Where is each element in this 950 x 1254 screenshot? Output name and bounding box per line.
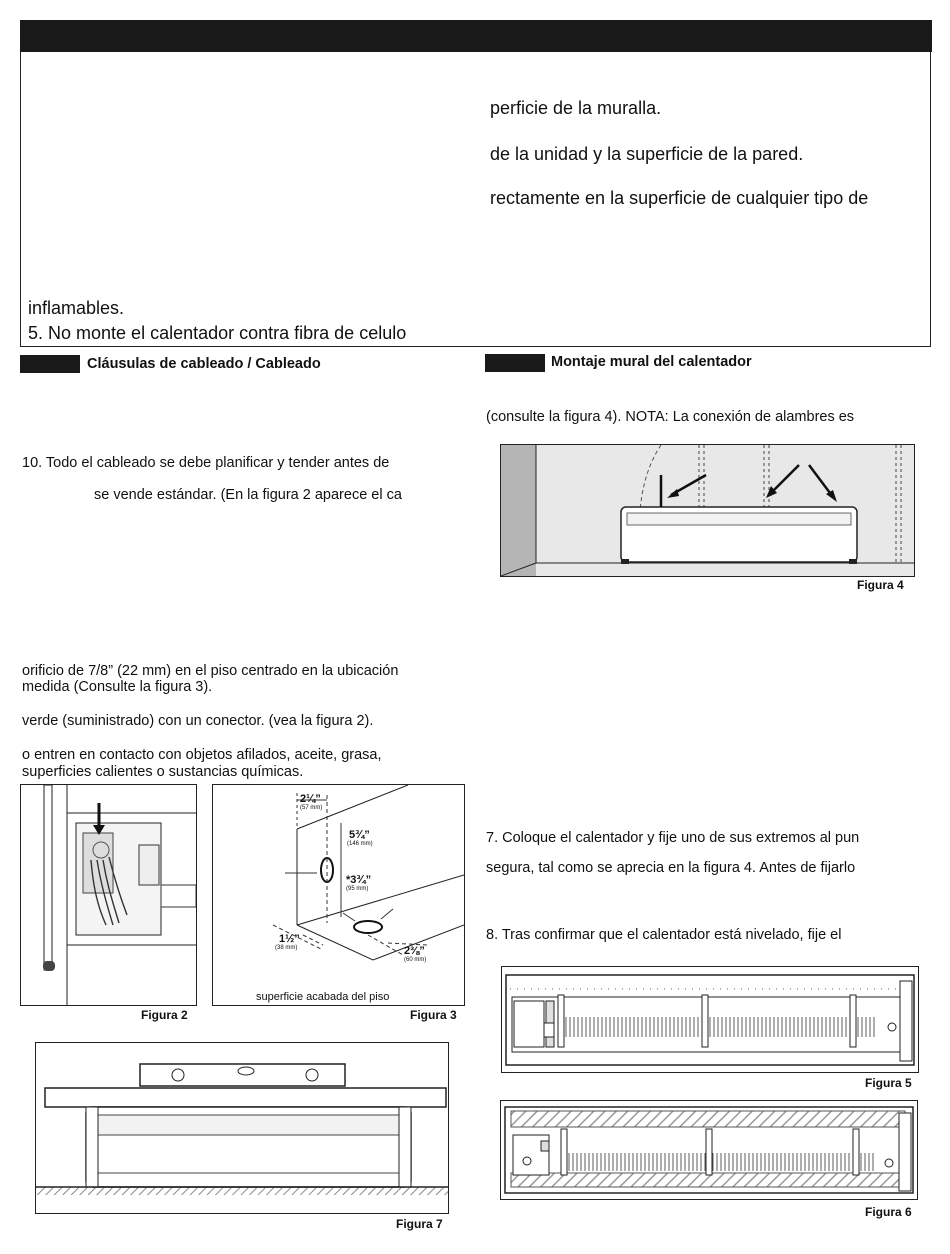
dim-2-1-4: 2¼” (300, 793, 321, 805)
figure-5 (501, 966, 919, 1073)
step-10-text: 10. Todo el cableado se debe planificar y tender antes de (22, 455, 390, 471)
mounting-section-title: Montaje mural del calentador (551, 354, 752, 370)
header-bar (20, 20, 932, 52)
hole-text-2: medida (Consulte la figura 3). (22, 679, 213, 695)
heater-mounted-illustration (501, 1101, 917, 1199)
dim-3-3-4: *3¾” (346, 874, 372, 886)
warning-line-3: rectamente en la superficie de cualquier tipo de (490, 188, 869, 208)
section-tab-right (485, 354, 545, 372)
figure-3 (212, 784, 465, 1006)
warning-line-2: de la unidad y la superficie de la pared. (490, 144, 804, 164)
figure-7-caption: Figura 7 (396, 1217, 443, 1231)
leveling-illustration (36, 1043, 448, 1213)
figure-7 (35, 1042, 449, 1214)
figure-2-caption: Figura 2 (141, 1008, 188, 1022)
figure-6 (500, 1100, 918, 1200)
figure-6-caption: Figura 6 (865, 1205, 912, 1219)
dim-5-3-4: 5¾” (349, 829, 370, 841)
green-wire-text: verde (suministrado) con un conector. (vea la figura 2). (22, 713, 374, 729)
figure-4-caption: Figura 4 (857, 578, 904, 592)
warning-line-4: inflamables. (28, 298, 125, 318)
heater-front-illustration (502, 967, 918, 1072)
contact-text-1: o entren en contacto con objetos afilados, aceite, grasa, (22, 747, 382, 763)
warning-line-5: 5. No monte el calentador contra fibra de celulo (28, 323, 407, 343)
step-8-text: 8. Tras confirmar que el calentador está nivelado, fije el (486, 927, 842, 943)
consult-fig4-text: (consulte la figura 4). NOTA: La conexión de alambres es (486, 409, 855, 425)
wall-heater-illustration (501, 445, 914, 576)
hole-text-1: orificio de 7/8” (22 mm) en el piso centrado en la ubicación (22, 663, 399, 679)
floor-surface-label: superficie acabada del piso (256, 991, 390, 1003)
figure-4 (500, 444, 915, 577)
wiring-section-title: Cláusulas de cableado / Cableado (87, 356, 321, 372)
floor-hole-diagram (213, 785, 464, 1005)
dim-146mm: (146 mm) (347, 841, 373, 847)
dim-1-1-2: 1½” (279, 933, 300, 945)
dim-57mm: (57 mm) (300, 805, 323, 811)
figure-5-caption: Figura 5 (865, 1076, 912, 1090)
step-10-text-cont: se vende estándar. (En la figura 2 aparece el ca (94, 487, 402, 503)
step-7-text-cont: segura, tal como se aprecia en la figura 4. Antes de fijarlo (486, 860, 856, 876)
warning-line-1: perficie de la muralla. (490, 98, 662, 118)
step-7-text: 7. Coloque el calentador y fije uno de sus extremos al pun (486, 830, 860, 846)
dim-2-3-8: 2⅜” (404, 945, 425, 957)
dim-95mm: (95 mm) (346, 886, 369, 892)
dim-38mm: (38 mm) (275, 945, 298, 951)
dim-60mm: (60 mm) (404, 957, 427, 963)
figure-2 (20, 784, 197, 1006)
section-tab-left (20, 355, 80, 373)
contact-text-2: superficies calientes o sustancias químicas. (22, 764, 304, 780)
figure-3-caption: Figura 3 (410, 1008, 457, 1022)
junction-box-illustration (21, 785, 196, 1005)
